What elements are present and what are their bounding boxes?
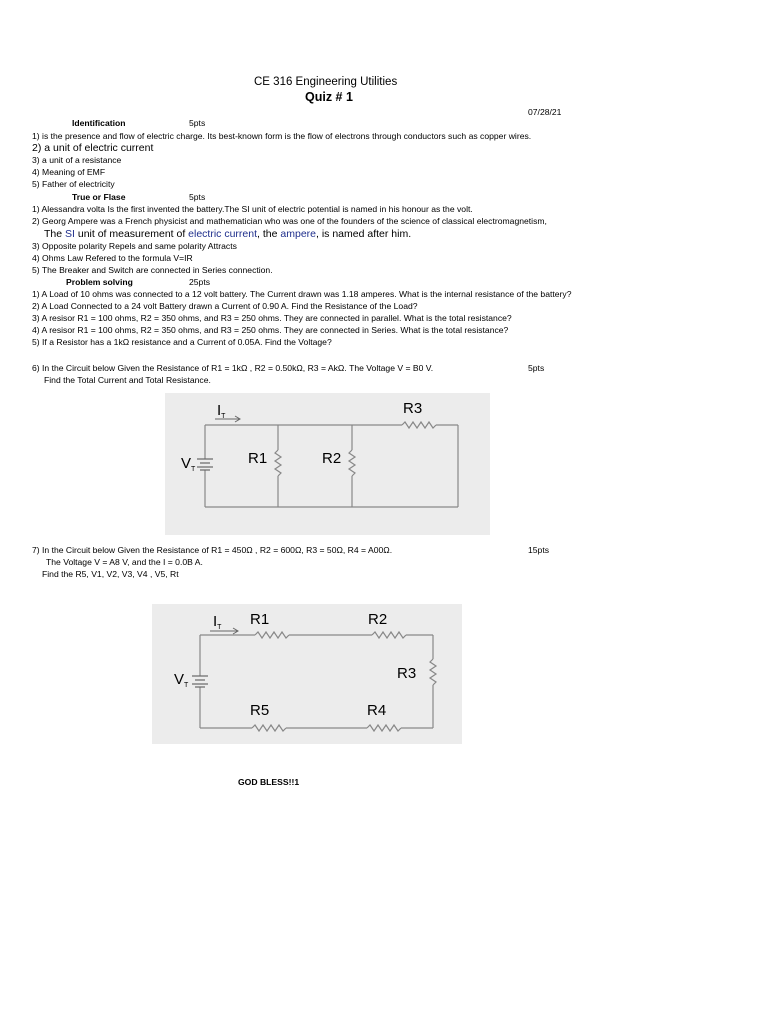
r3-label: R3	[403, 400, 423, 417]
problem-item-3: 3) A resisor R1 = 100 ohms, R2 = 350 ohms, and R3 = 250 ohms. They are connected in parallel. What is the total resistance?	[32, 313, 512, 323]
identification-item-3: 3) a unit of a resistance	[32, 155, 122, 165]
true-false-item-2-continuation: The SI unit of measurement of electric current, the ampere, is named after him.	[44, 228, 412, 240]
current-label: $I_T$	[217, 402, 226, 420]
q6-statement: 6) In the Circuit below Given the Resistance of R1 = 1kΩ , R2 = 0.50kΩ, R3 = AkΩ. The Voltage V = B0 V.	[32, 363, 434, 373]
problem-item-1: 1) A Load of 10 ohms was connected to a 12 volt battery. The Current drawn was 1.18 amperes. What is the internal resistance of the battery?	[32, 289, 572, 299]
q7-points: 15pts	[528, 545, 550, 555]
identification-heading: Identification	[72, 118, 126, 128]
true-false-item-4: 4) Ohms Law Refered to the formula V=IR	[32, 253, 193, 263]
r2-label: R2	[368, 611, 388, 628]
problem-item-2: 2) A Load Connected to a 24 volt Battery drawn a Current of 0.90 A. Find the Resistance of the Load?	[32, 301, 418, 311]
q6-instruction: Find the Total Current and Total Resistance.	[44, 375, 211, 385]
quiz-date: 07/28/21	[528, 107, 562, 117]
true-false-points: 5pts	[189, 192, 206, 202]
problem-solving-points: 25pts	[189, 277, 211, 287]
true-false-item-5: 5) The Breaker and Switch are connected in Series connection.	[32, 265, 273, 275]
circuit-diagram-q6	[165, 393, 490, 535]
r3-label: R3	[397, 665, 417, 682]
r1-label: R1	[248, 450, 268, 467]
r2-label: R2	[322, 450, 342, 467]
problem-solving-heading: Problem solving	[66, 277, 133, 287]
identification-item-2: 2) a unit of electric current	[32, 142, 154, 154]
problem-item-4: 4) A resisor R1 = 100 ohms, R2 = 350 ohms, and R3 = 250 ohms. They are connected in Series. What is the total resistance?	[32, 325, 509, 335]
identification-item-5: 5) Father of electricity	[32, 179, 115, 189]
q6-points: 5pts	[528, 363, 545, 373]
r1-label: R1	[250, 611, 270, 628]
q7-statement: 7) In the Circuit below Given the Resistance of R1 = 450Ω , R2 = 600Ω, R3 = 50Ω, R4 = A00Ω.	[32, 545, 393, 555]
course-title: CE 316 Engineering Utilities	[254, 76, 398, 88]
identification-item-1: 1) is the presence and flow of electric charge. Its best-known form is the flow of electrons through conductors such as copper wires.	[32, 131, 532, 141]
identification-item-4: 4) Meaning of EMF	[32, 167, 106, 177]
current-label: $I_T$	[213, 613, 222, 631]
voltage-label: $V_T$	[181, 455, 196, 473]
problem-item-5: 5) If a Resistor has a 1kΩ resistance and a Current of 0.05A. Find the Voltage?	[32, 337, 332, 347]
true-false-item-1: 1) Alessandra volta Is the first invented the battery.The SI unit of electric potential is named in his honour as the volt.	[32, 204, 473, 214]
true-false-item-2: 2) Georg Ampere was a French physicist and mathematician who was one of the founders of the science of classical electromagnetism,	[32, 216, 547, 226]
circuit-diagram-q7	[152, 604, 462, 744]
r5-label: R5	[250, 702, 270, 719]
true-false-item-3: 3) Opposite polarity Repels and same polarity Attracts	[32, 241, 237, 251]
q7-given: The Voltage V = A8 V, and the I = 0.0B A.	[46, 557, 203, 567]
quiz-title: Quiz # 1	[305, 90, 353, 104]
voltage-label: $V_T$	[174, 671, 189, 689]
q7-instruction: Find the R5, V1, V2, V3, V4 , V5, Rt	[42, 569, 179, 579]
r4-label: R4	[367, 702, 387, 719]
closing-blessing: GOD BLESS!!1	[238, 777, 300, 787]
true-false-heading: True or Flase	[72, 192, 126, 202]
identification-points: 5pts	[189, 118, 206, 128]
